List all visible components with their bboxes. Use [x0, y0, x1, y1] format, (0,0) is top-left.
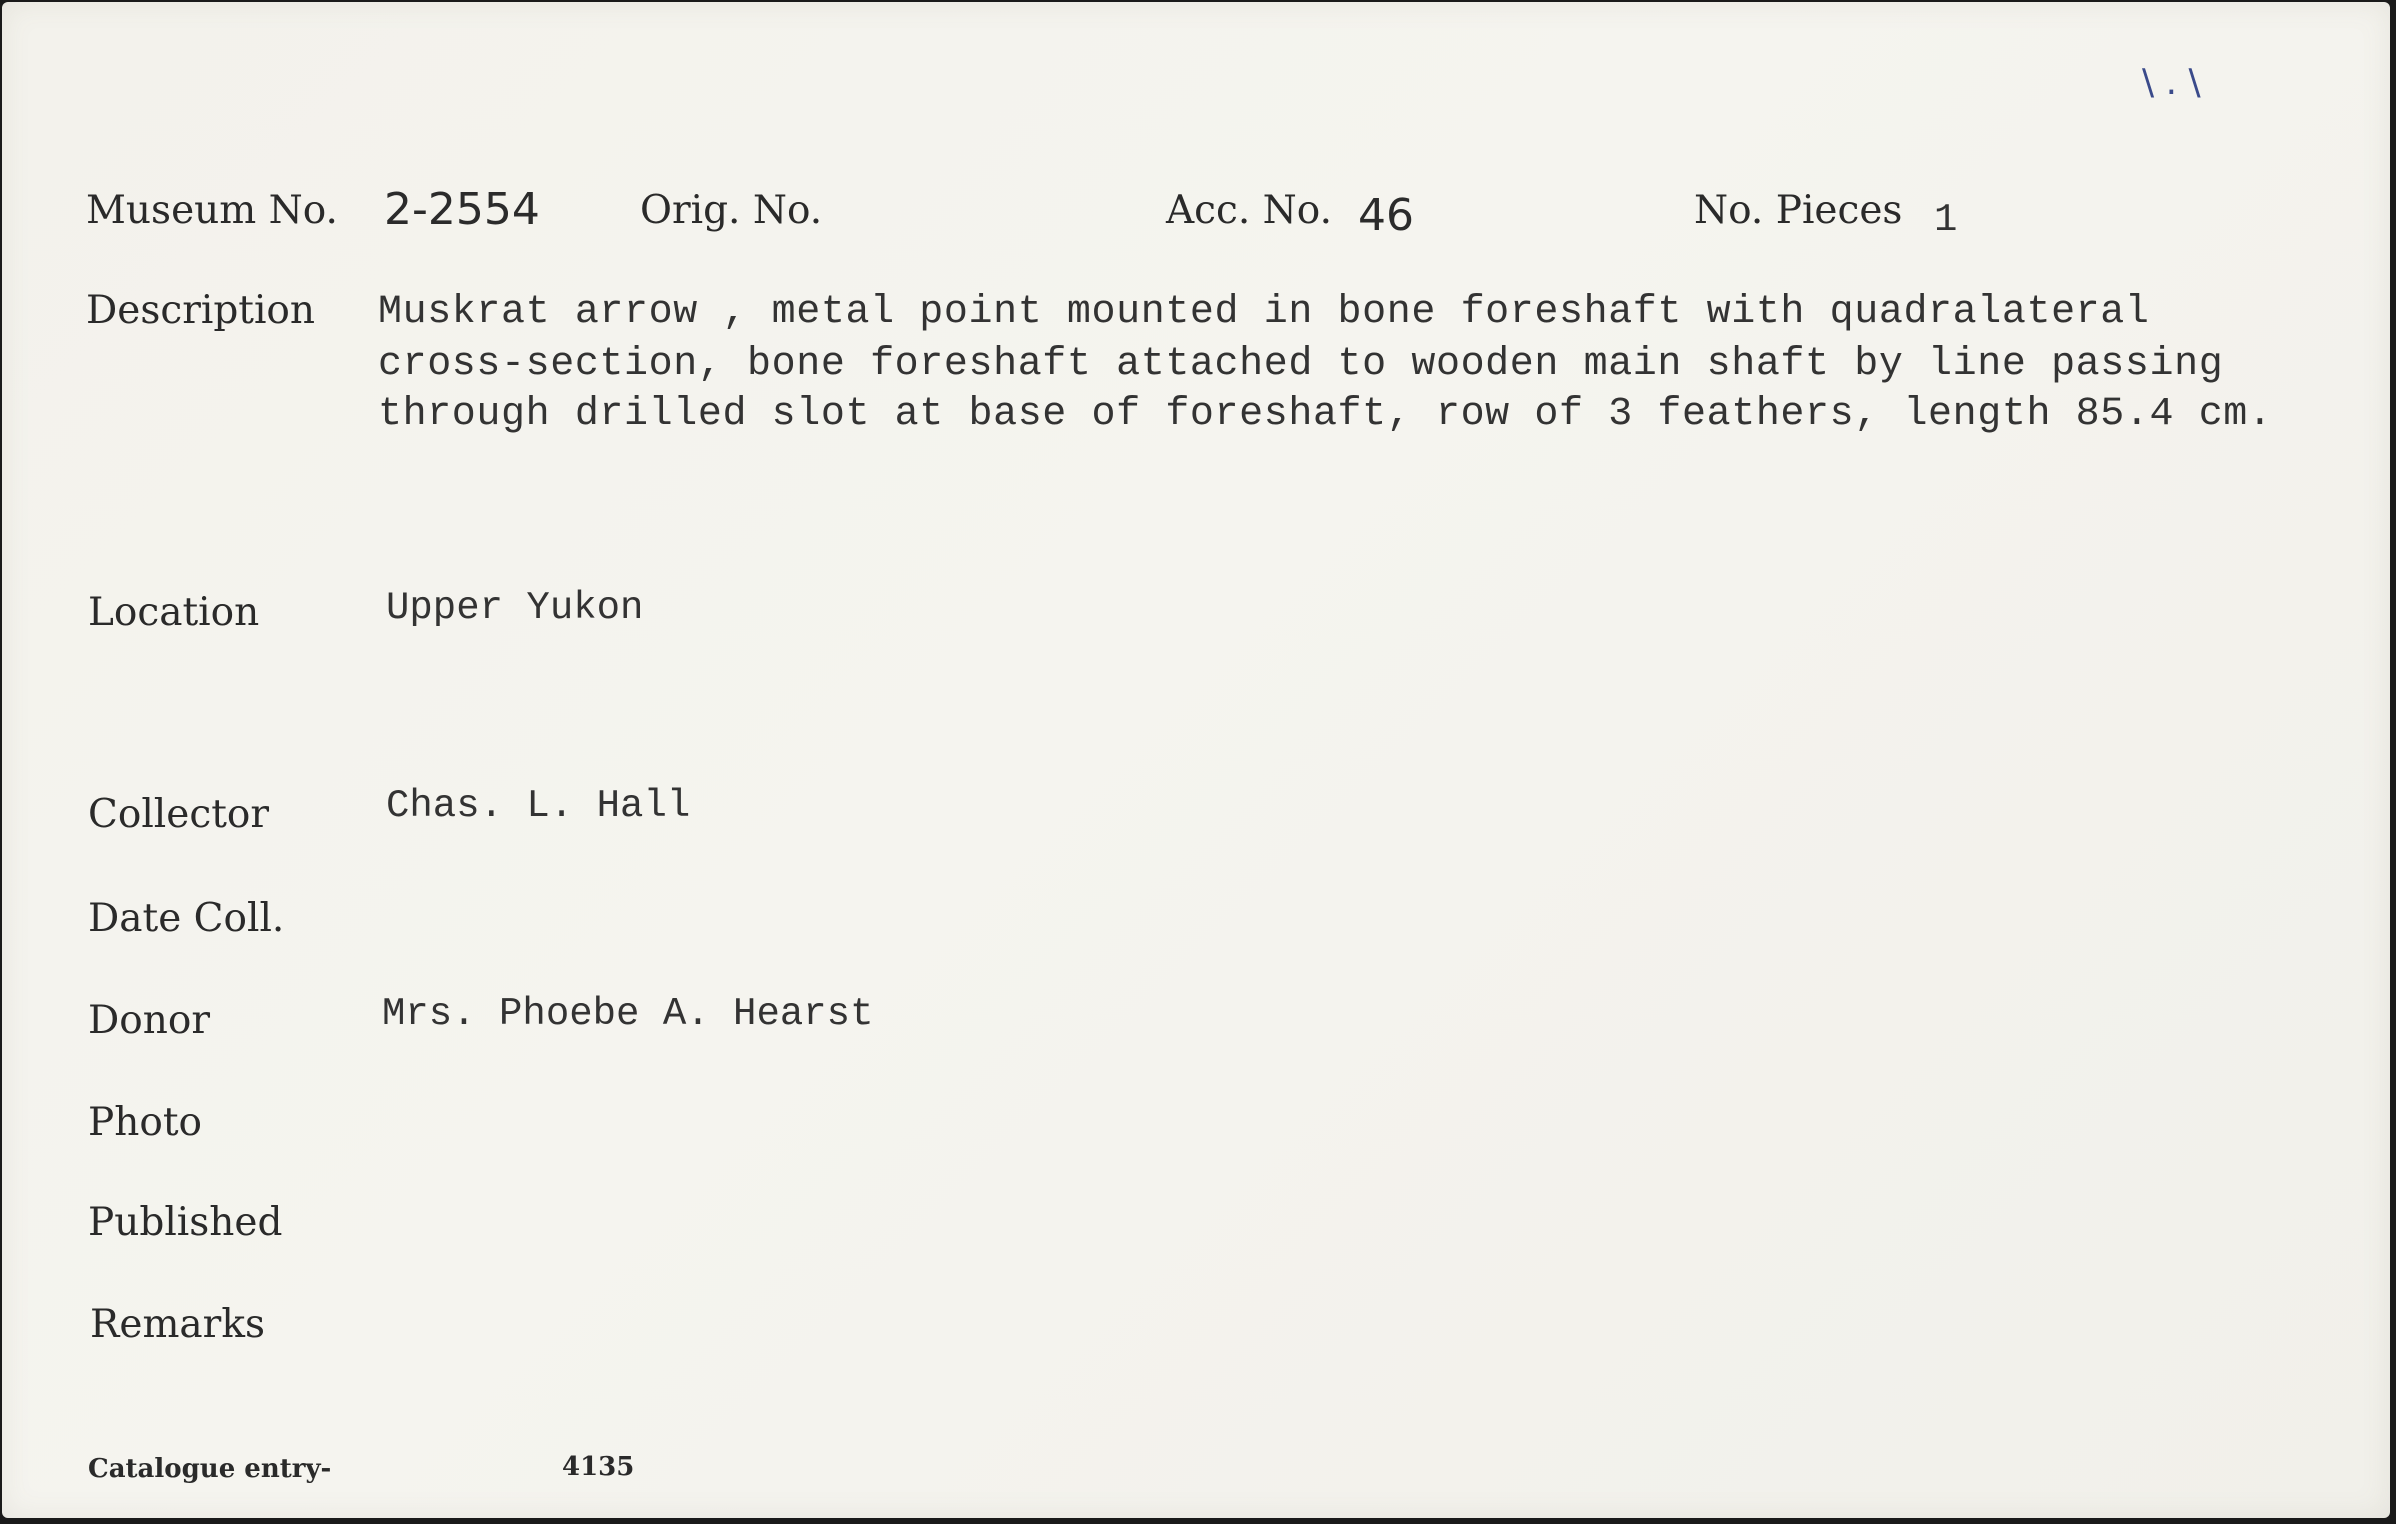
collector-value: Chas. L. Hall [386, 784, 691, 828]
description-line-1: Muskrat arrow , metal point mounted in bone foreshaft with quadralateral [378, 290, 2150, 335]
photo-label: Photo [88, 1100, 202, 1145]
acc-no-value: 46 [1358, 190, 1414, 241]
museum-no-label: Museum No. [86, 188, 338, 233]
location-value: Upper Yukon [386, 586, 644, 630]
catalogue-card [2, 2, 2390, 1518]
published-label: Published [88, 1200, 283, 1245]
acc-no-label: Acc. No. [1166, 188, 1332, 233]
margin-note: \ . \ [2142, 62, 2201, 103]
location-label: Location [88, 590, 260, 635]
description-label: Description [86, 288, 316, 333]
collector-label: Collector [88, 792, 269, 837]
donor-label: Donor [88, 998, 210, 1043]
catalogue-entry-value: 4135 [562, 1452, 635, 1482]
description-line-2: cross-section, bone foreshaft attached to wooden main shaft by line passing [378, 342, 2224, 387]
no-pieces-value: 1 [1934, 198, 1958, 242]
no-pieces-label: No. Pieces [1694, 188, 1903, 233]
orig-no-label: Orig. No. [640, 188, 823, 233]
donor-value: Mrs. Phoebe A. Hearst [382, 992, 874, 1036]
catalogue-entry-label: Catalogue entry- [88, 1454, 332, 1484]
museum-no-value: 2-2554 [384, 184, 540, 235]
date-coll-label: Date Coll. [88, 896, 285, 941]
remarks-label: Remarks [90, 1302, 265, 1347]
description-line-3: through drilled slot at base of foreshaft, row of 3 feathers, length 85.4 cm. [378, 392, 2273, 437]
